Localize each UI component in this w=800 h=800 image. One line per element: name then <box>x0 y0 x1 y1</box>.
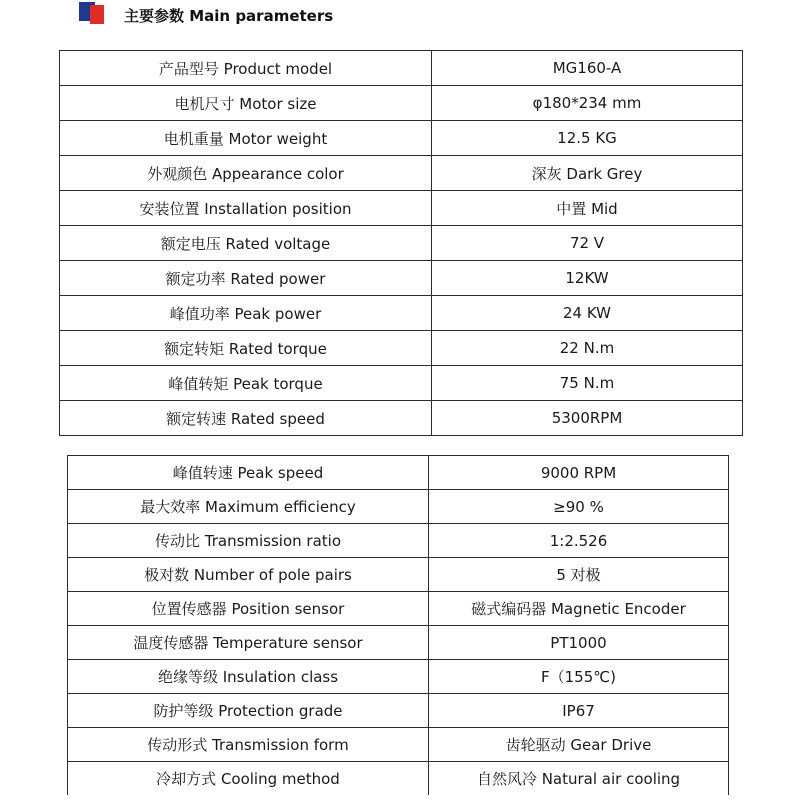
parameter-value-cell: φ180*234 mm <box>432 86 743 121</box>
table-row <box>60 366 743 401</box>
table-row <box>60 121 743 156</box>
table-row <box>68 524 729 558</box>
parameter-name-cell: 传动形式 Transmission form <box>68 728 429 762</box>
parameter-name-cell: 额定功率 Rated power <box>60 261 432 296</box>
section-header <box>0 0 800 40</box>
table-row <box>68 728 729 762</box>
parameter-value-cell: 中置 Mid <box>432 191 743 226</box>
parameter-value-cell: ≥90 % <box>429 490 729 524</box>
parameter-value-cell: 9000 RPM <box>429 456 729 490</box>
parameter-name-cell: 峰值功率 Peak power <box>60 296 432 331</box>
parameter-name-cell: 防护等级 Protection grade <box>68 694 429 728</box>
parameter-name-cell: 额定转速 Rated speed <box>60 401 432 436</box>
parameter-name-cell: 额定电压 Rated voltage <box>60 226 432 261</box>
table-row <box>68 694 729 728</box>
main-parameters-table-1 <box>59 50 743 436</box>
table-row <box>60 296 743 331</box>
parameter-value-cell: 磁式编码器 Magnetic Encoder <box>429 592 729 626</box>
table-row <box>68 558 729 592</box>
parameter-name-cell: 位置传感器 Position sensor <box>68 592 429 626</box>
table-body <box>60 51 743 436</box>
table-row <box>60 156 743 191</box>
table-row <box>60 191 743 226</box>
parameter-name-cell: 电机重量 Motor weight <box>60 121 432 156</box>
parameter-name-cell: 传动比 Transmission ratio <box>68 524 429 558</box>
parameter-name-cell: 产品型号 Product model <box>60 51 432 86</box>
table-row <box>68 456 729 490</box>
parameter-value-cell: F（155℃) <box>429 660 729 694</box>
parameter-name-cell: 极对数 Number of pole pairs <box>68 558 429 592</box>
table-row <box>68 762 729 796</box>
table-row <box>68 660 729 694</box>
parameter-value-cell: 5300RPM <box>432 401 743 436</box>
parameter-name-cell: 绝缘等级 Insulation class <box>68 660 429 694</box>
parameter-name-cell: 峰值转速 Peak speed <box>68 456 429 490</box>
table-row <box>60 331 743 366</box>
parameter-value-cell: 75 N.m <box>432 366 743 401</box>
parameter-name-cell: 冷却方式 Cooling method <box>68 762 429 796</box>
parameter-value-cell: 72 V <box>432 226 743 261</box>
parameter-name-cell: 峰值转矩 Peak torque <box>60 366 432 401</box>
parameter-name-cell: 外观颜色 Appearance color <box>60 156 432 191</box>
parameter-value-cell: 5 对极 <box>429 558 729 592</box>
table-row <box>60 261 743 296</box>
table-row <box>60 86 743 121</box>
parameter-value-cell: 齿轮驱动 Gear Drive <box>429 728 729 762</box>
parameter-name-cell: 温度传感器 Temperature sensor <box>68 626 429 660</box>
section-title: 主要参数 Main parameters <box>124 7 334 25</box>
parameter-name-cell: 额定转矩 Rated torque <box>60 331 432 366</box>
table-row <box>60 51 743 86</box>
parameter-name-cell: 安装位置 Installation position <box>60 191 432 226</box>
table-row <box>68 626 729 660</box>
main-parameters-table-2 <box>67 455 729 795</box>
parameter-value-cell: 24 KW <box>432 296 743 331</box>
parameter-value-cell: 自然风冷 Natural air cooling <box>429 762 729 796</box>
parameter-value-cell: PT1000 <box>429 626 729 660</box>
logo-red-square <box>90 5 104 24</box>
parameter-value-cell: MG160-A <box>432 51 743 86</box>
parameter-value-cell: 12KW <box>432 261 743 296</box>
table-row <box>60 401 743 436</box>
parameter-value-cell: 12.5 KG <box>432 121 743 156</box>
table-row <box>68 592 729 626</box>
parameter-value-cell: 22 N.m <box>432 331 743 366</box>
parameter-value-cell: 深灰 Dark Grey <box>432 156 743 191</box>
parameter-name-cell: 电机尺寸 Motor size <box>60 86 432 121</box>
table-row <box>68 490 729 524</box>
parameter-name-cell: 最大效率 Maximum efficiency <box>68 490 429 524</box>
table-row <box>60 226 743 261</box>
brand-logo-icon <box>79 2 105 26</box>
parameter-value-cell: 1:2.526 <box>429 524 729 558</box>
parameter-value-cell: IP67 <box>429 694 729 728</box>
table-body <box>68 456 729 796</box>
